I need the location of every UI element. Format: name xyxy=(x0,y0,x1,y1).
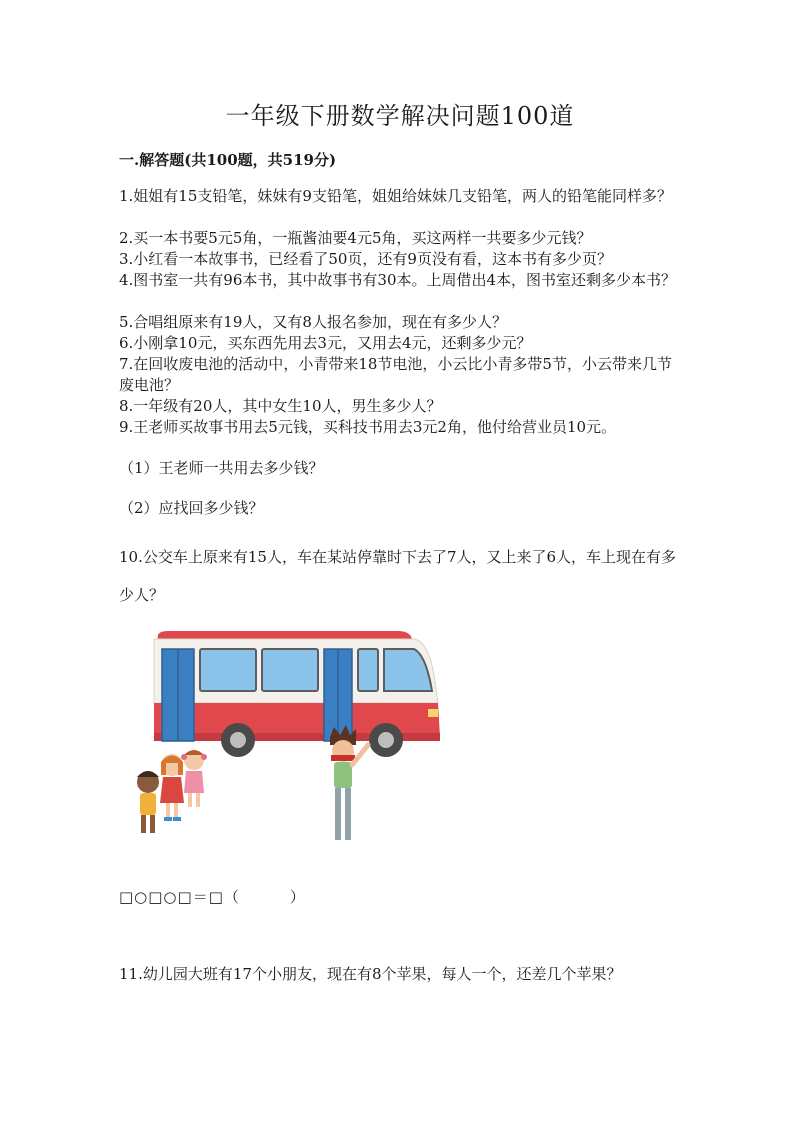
question-4: 4.图书室一共有96本书，其中故事书有30本。上周借出4本，图书室还剩多少本书？ xyxy=(119,271,677,289)
formula-expression: □○□○□＝□ xyxy=(119,888,224,906)
question-10: 10.公交车上原来有15人，车在某站停靠时下去了7人，又上来了6人，车上现在有多少人？ xyxy=(119,548,677,604)
bus-roof xyxy=(158,631,412,639)
answer-formula[interactable] xyxy=(119,886,306,907)
question-8: 8.一年级有20人，其中女生10人，男生多少人？ xyxy=(119,397,442,415)
page-title: 一年级下册数学解决问题100道 xyxy=(225,102,575,130)
child-figure xyxy=(137,771,159,833)
formula-open-paren: （ xyxy=(223,888,240,906)
question-9-sub-1: （1）王老师一共用去多少钱？ xyxy=(119,459,324,477)
child-figure xyxy=(330,725,368,840)
formula-close-paren: ） xyxy=(289,888,306,906)
bus-window xyxy=(200,649,256,691)
question-2: 2.买一本书要5元5角，一瓶酱油要4元5角，买这两样一共要多少元钱？ xyxy=(119,229,592,247)
bus-window xyxy=(358,649,378,691)
question-1: 1.姐姐有15支铅笔，妹妹有9支铅笔，姐姐给妹妹几支铅笔，两人的铅笔能同样多？ xyxy=(119,187,672,205)
section-heading: 一.解答题(共100题，共519分) xyxy=(119,151,337,169)
bus-headlight xyxy=(428,709,438,717)
question-11: 11.幼儿园大班有17个小朋友，现在有8个苹果，每人一个，还差几个苹果？ xyxy=(119,965,622,983)
question-9-sub-2: （2）应找回多少钱？ xyxy=(119,499,264,517)
child-figure xyxy=(181,750,207,807)
question-7: 7.在回收废电池的活动中，小青带来18节电池，小云比小青多带5节，小云带来几节废电池？ xyxy=(119,355,672,394)
question-9: 9.王老师买故事书用去5元钱，买科技书用去3元2角，他付给营业员10元。 xyxy=(119,418,617,436)
bus-illustration xyxy=(128,625,448,850)
question-5: 5.合唱组原来有19人，又有8人报名参加，现在有多少人？ xyxy=(119,313,507,331)
question-6: 6.小刚拿10元，买东西先用去3元，又用去4元，还剩多少元？ xyxy=(119,334,532,352)
child-figure xyxy=(160,754,184,821)
bus-window xyxy=(262,649,318,691)
question-3: 3.小红看一本故事书，已经看了50页，还有9页没有看，这本书有多少页？ xyxy=(119,250,612,268)
